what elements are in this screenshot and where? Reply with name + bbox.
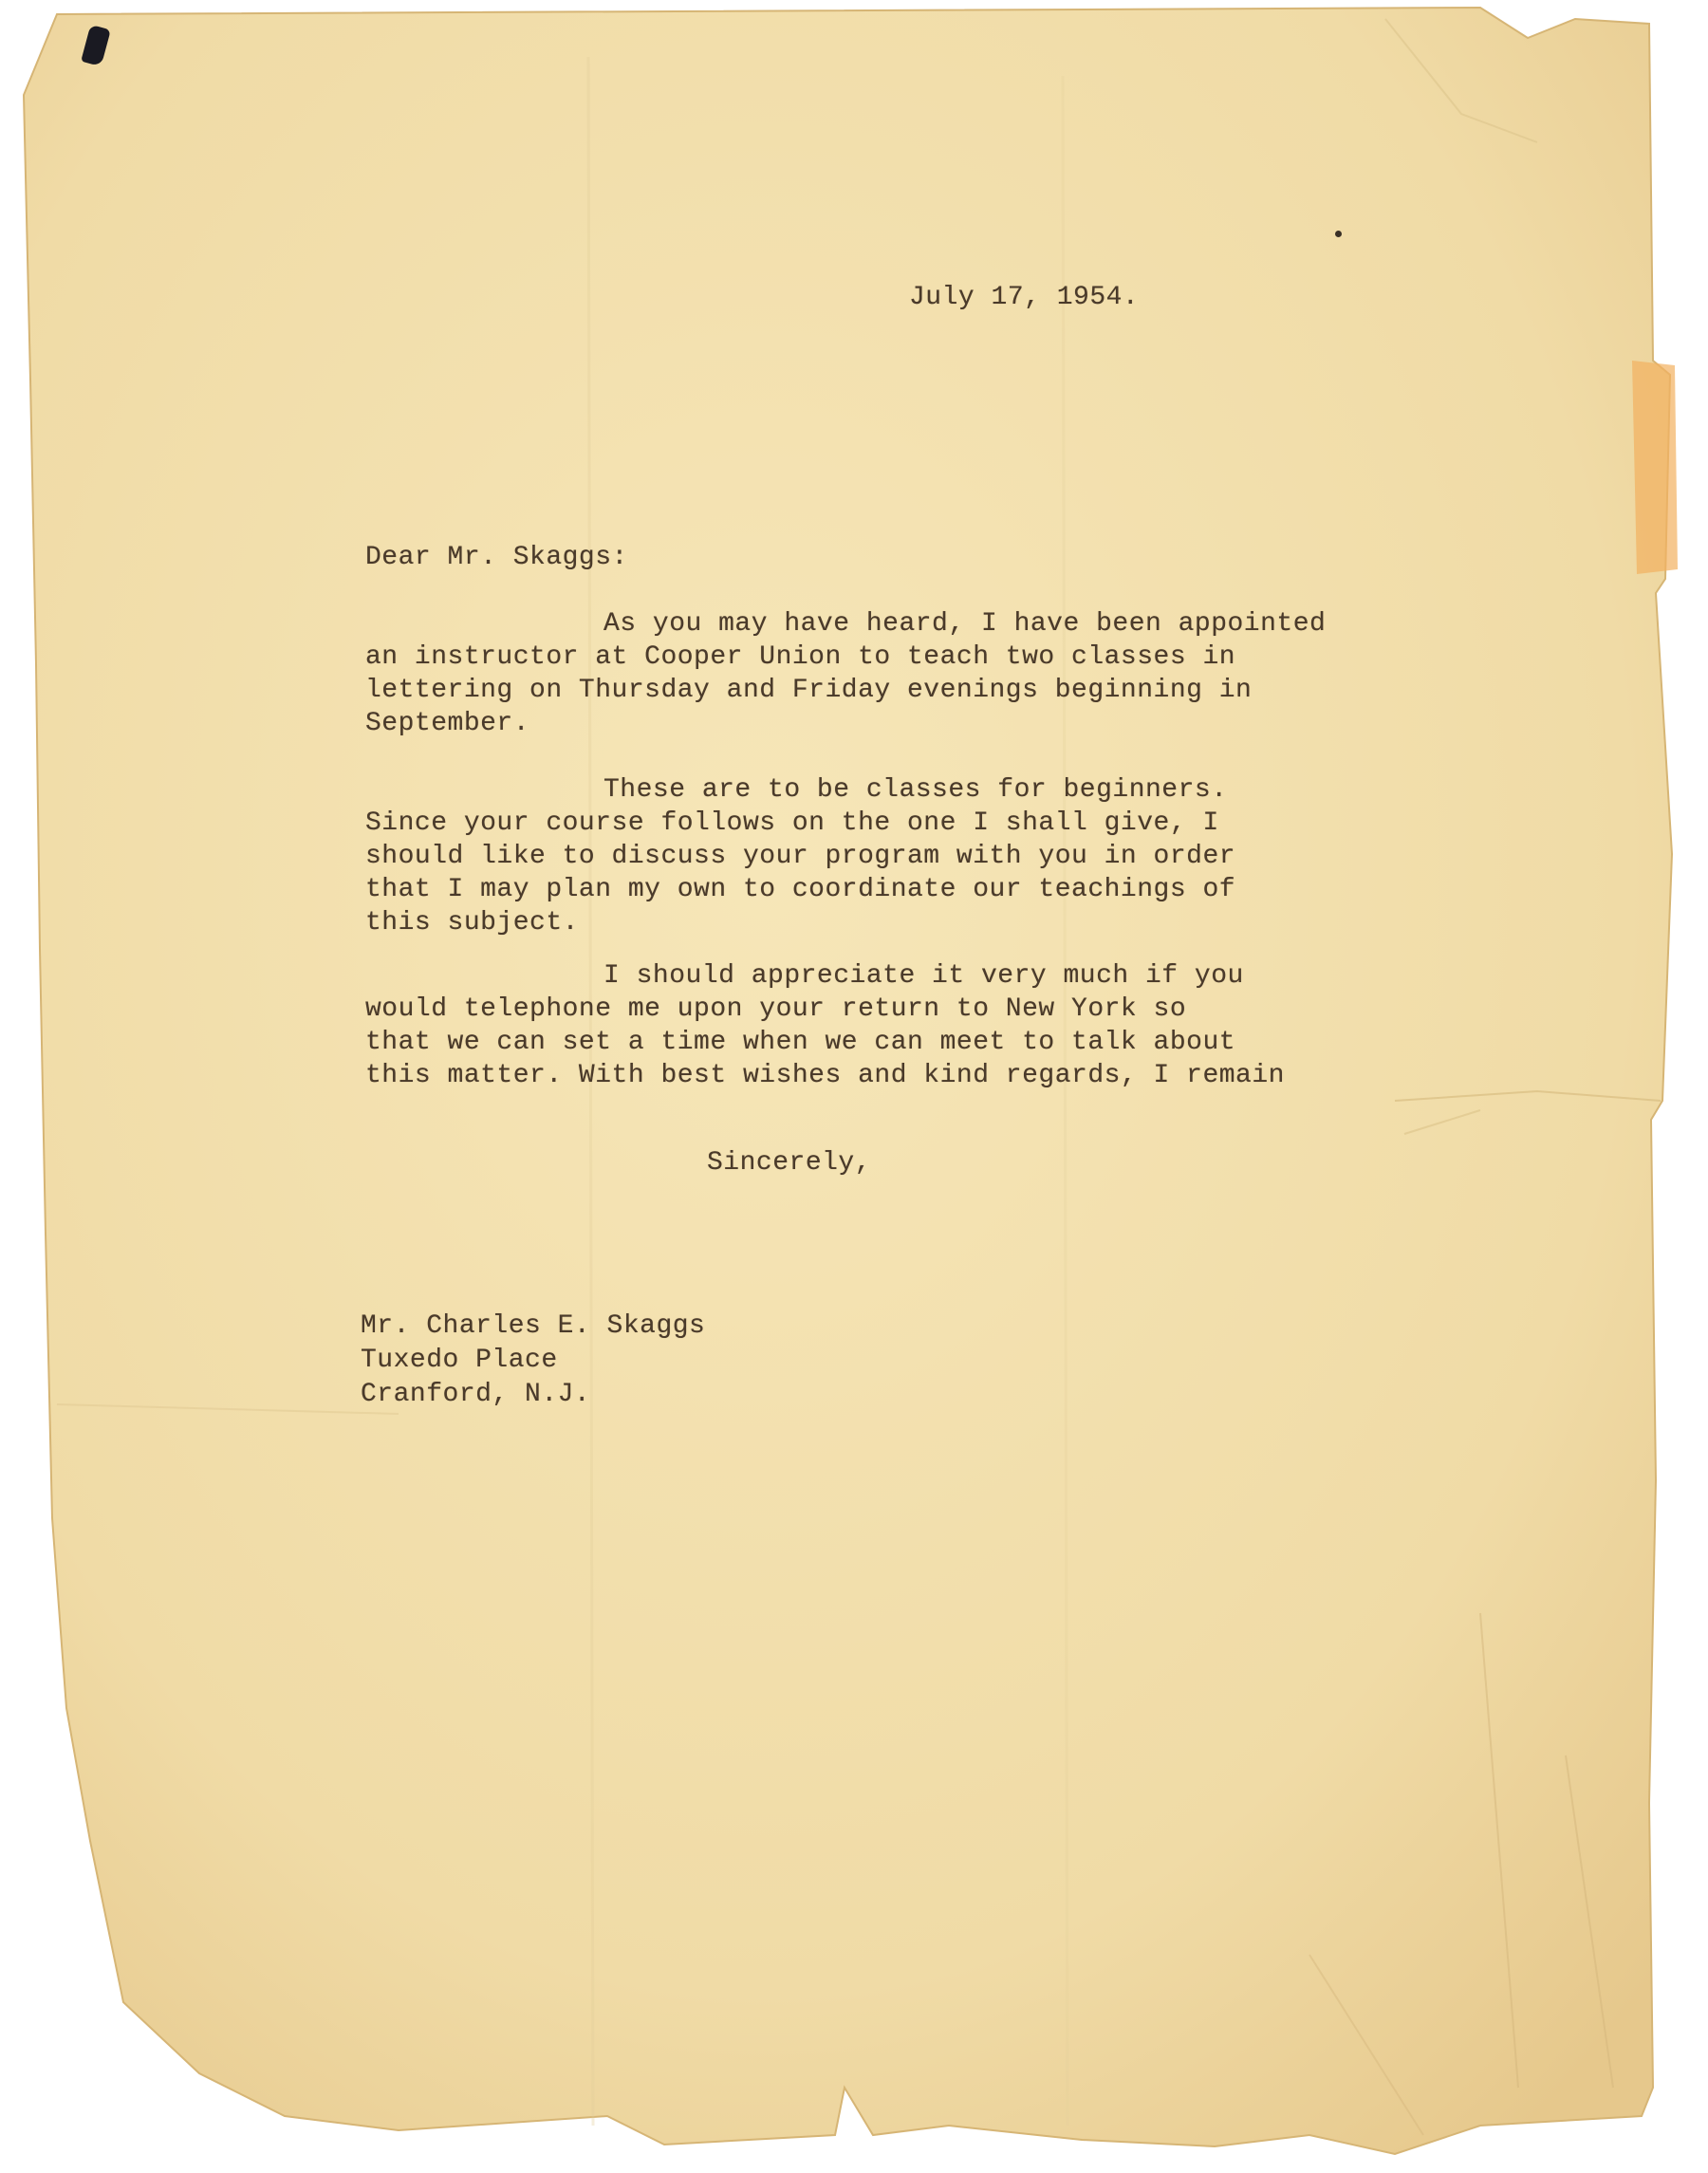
paragraph-2-line-2: Since your course follows on the one I shall give, I xyxy=(365,808,1219,838)
paragraph-2-line-4: that I may plan my own to coordinate our teachings of xyxy=(365,875,1236,904)
paragraph-3-line-4: this matter. With best wishes and kind regards, I remain xyxy=(365,1061,1285,1090)
paragraph-3-line-3: that we can set a time when we can meet to talk about xyxy=(365,1028,1236,1057)
salutation: Dear Mr. Skaggs: xyxy=(365,543,628,572)
paragraph-3-line-1: I should appreciate it very much if you xyxy=(603,961,1244,991)
paragraph-1-line-1: As you may have heard, I have been appointed xyxy=(603,609,1327,639)
paragraph-1-line-2: an instructor at Cooper Union to teach two classes in xyxy=(365,642,1236,672)
address-line-city: Cranford, N.J. xyxy=(361,1380,591,1409)
letter-date: July 17, 1954. xyxy=(909,283,1140,312)
paragraph-1-line-3: lettering on Thursday and Friday evenings beginning in xyxy=(365,676,1253,705)
paragraph-2-line-1: These are to be classes for beginners. xyxy=(603,775,1228,805)
paragraph-1-line-4: September. xyxy=(365,709,530,738)
address-line-street: Tuxedo Place xyxy=(361,1346,558,1375)
paragraph-3-line-2: would telephone me upon your return to New York so xyxy=(365,994,1187,1024)
paragraph-2-line-5: this subject. xyxy=(365,908,579,938)
closing: Sincerely, xyxy=(707,1148,872,1178)
address-line-name: Mr. Charles E. Skaggs xyxy=(361,1311,706,1341)
paragraph-2-line-3: should like to discuss your program with you in order xyxy=(365,842,1236,871)
